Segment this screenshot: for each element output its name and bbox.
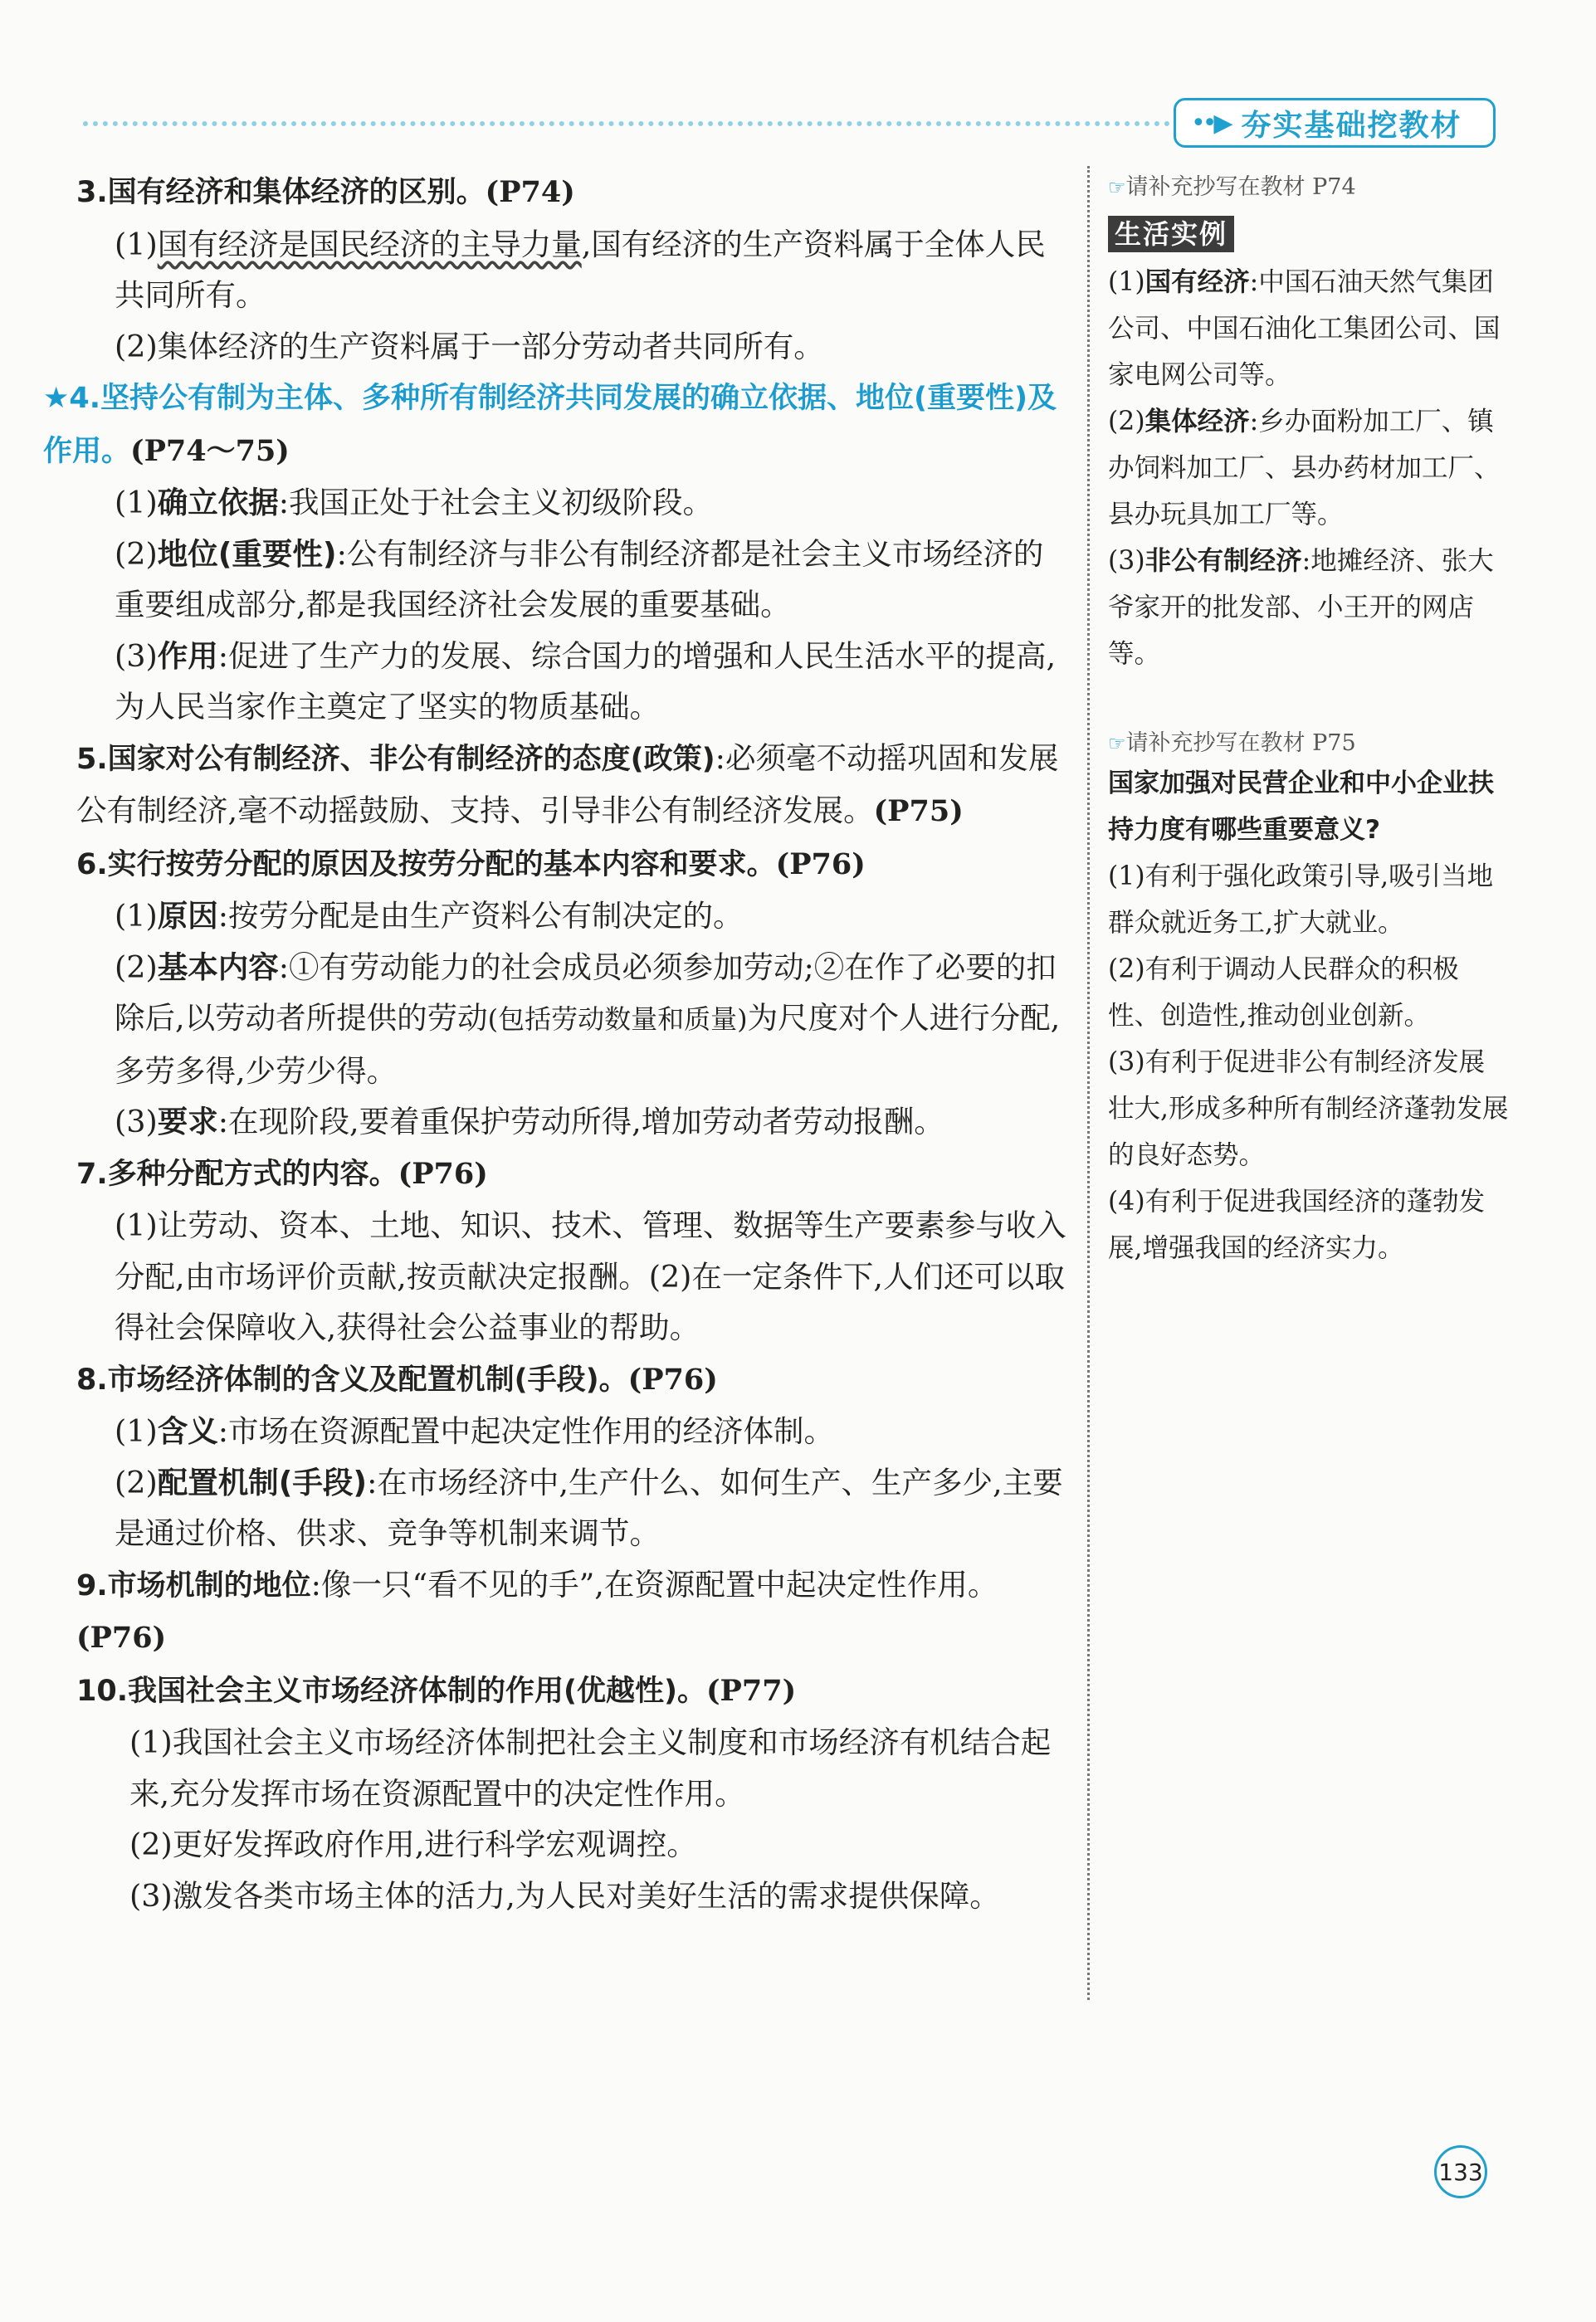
item-10-point-3: (3)激发各类市场主体的活力,为人民对美好生活的需求提供保障。: [129, 1877, 1000, 1914]
item-6-point-3: (3)要求:在现阶段,要着重保护劳动所得,增加劳动者劳动报酬。: [115, 1104, 944, 1139]
item-9: 9.市场机制的地位:像一只“看不见的手”,在资源配置中起决定性作用。(P76): [76, 1566, 998, 1655]
answer-3: (3)有利于促进非公有制经济发展壮大,形成多种所有制经济蓬勃发展的良好态势。: [1108, 1047, 1509, 1170]
life-example-3: (3)非公有制经济:地摊经济、张大爷家开的批发部、小王开的网店等。: [1108, 546, 1494, 669]
answer-1: (1)有利于强化政策引导,吸引当地群众就近务工,扩大就业。: [1108, 861, 1494, 938]
item-8-title: 8.市场经济体制的含义及配置机制(手段)。(P76): [76, 1362, 718, 1397]
item-5: 5.国家对公有制经济、非公有制经济的态度(政策):必须毫不动摇巩固和发展公有制经济,毫不动摇鼓励、支持、引导非公有制经济发展。(P75): [76, 739, 1059, 828]
sidebar: [1108, 166, 1511, 1271]
item-7-points: (1)让劳动、资本、土地、知识、技术、管理、数据等生产要素参与收入分配,由市场评价贡献,按贡献决定报酬。(2)在一定条件下,人们还可以取得社会保障收入,获得社会公益事业的帮助。: [115, 1207, 1066, 1345]
item-3-title: 3.国有经济和集体经济的区别。(P74): [76, 175, 575, 209]
life-example-2: (2)集体经济:乡办面粉加工厂、镇办饲料加工厂、县办药材加工厂、县办玩具加工厂等。: [1108, 407, 1501, 529]
item-10-point-2: (2)更好发挥政府作用,进行科学宏观调控。: [129, 1827, 697, 1862]
main-column: [43, 166, 1071, 1921]
header-dotted-line: [83, 121, 1170, 126]
item-10-point-1: (1)我国社会主义市场经济体制把社会主义制度和市场经济有机结合起来,充分发挥市场在资源配置中的决定性作用。: [129, 1724, 1052, 1812]
copy-note-p74: ☞请补充抄写在教材 P74: [1108, 174, 1356, 200]
star-icon: ★: [43, 382, 70, 415]
item-3-point-2: (2)集体经济的生产资料属于一部分劳动者共同所有。: [115, 328, 824, 364]
life-examples-heading: 生活实例: [1108, 216, 1234, 252]
item-4-point-3: (3)作用:促进了生产力的发展、综合国力的增强和人民生活水平的提高,为人民当家作主奠定了坚实的物质基础。: [115, 637, 1057, 724]
item-4-point-1: (1)确立依据:我国正处于社会主义初级阶段。: [115, 485, 714, 520]
pointing-hand-icon: ☞: [1108, 176, 1126, 199]
item-6-title: 6.实行按劳分配的原因及按劳分配的基本内容和要求。(P76): [76, 846, 866, 881]
answer-2: (2)有利于调动人民群众的积极性、创造性,推动创业创新。: [1108, 954, 1459, 1031]
copy-note-p75: ☞请补充抄写在教材 P75: [1108, 730, 1356, 756]
item-4-point-2: (2)地位(重要性):公有制经济与非公有制经济都是社会主义市场经济的重要组成部分,都是我国经济社会发展的重要基础。: [115, 535, 1044, 622]
item-4-title: ★4.坚持公有制为主体、多种所有制经济共同发展的确立依据、地位(重要性)及作用。(P74～75): [43, 382, 1057, 468]
item-6-point-1: (1)原因:按劳分配是由生产资料公有制决定的。: [115, 898, 744, 934]
page-number: 133: [1434, 2145, 1487, 2198]
item-7-title: 7.多种分配方式的内容。(P76): [76, 1156, 488, 1191]
column-divider: [1087, 166, 1090, 2000]
section-badge: [1174, 98, 1496, 148]
section-title: 夯实基础挖教材: [1241, 108, 1462, 143]
item-10-title: 10.我国社会主义市场经济体制的作用(优越性)。(P77): [76, 1673, 797, 1708]
life-example-1: (1)国有经济:中国石油天然气集团公司、中国石油化工集团公司、国家电网公司等。: [1108, 267, 1501, 390]
item-6-point-2: (2)基本内容:①有劳动能力的社会成员必须参加劳动;②在作了必要的扣除后,以劳动者所提供的劳动(包括劳动数量和质量)为尺度对个人进行分配,多劳多得,少劳少得。: [115, 949, 1061, 1089]
wavy-underlined-text: 国有经济是国民经济的主导力量: [157, 226, 582, 262]
sidebar-question: 国家加强对民营企业和中小企业扶持力度有哪些重要意义?: [1108, 768, 1494, 845]
pointing-hand-icon: ☞: [1108, 732, 1126, 755]
arrow-icon: ••▶: [1191, 108, 1230, 138]
item-8-point-2: (2)配置机制(手段):在市场经济中,生产什么、如何生产、生产多少,主要是通过价格、供求、竞争等机制来调节。: [115, 1464, 1063, 1551]
answer-4: (4)有利于促进我国经济的蓬勃发展,增强我国的经济实力。: [1108, 1187, 1486, 1263]
item-8-point-1: (1)含义:市场在资源配置中起决定性作用的经济体制。: [115, 1413, 835, 1449]
item-3-point-1: (1)国有经济是国民经济的主导力量,国有经济的生产资料属于全体人民共同所有。: [115, 226, 1046, 313]
